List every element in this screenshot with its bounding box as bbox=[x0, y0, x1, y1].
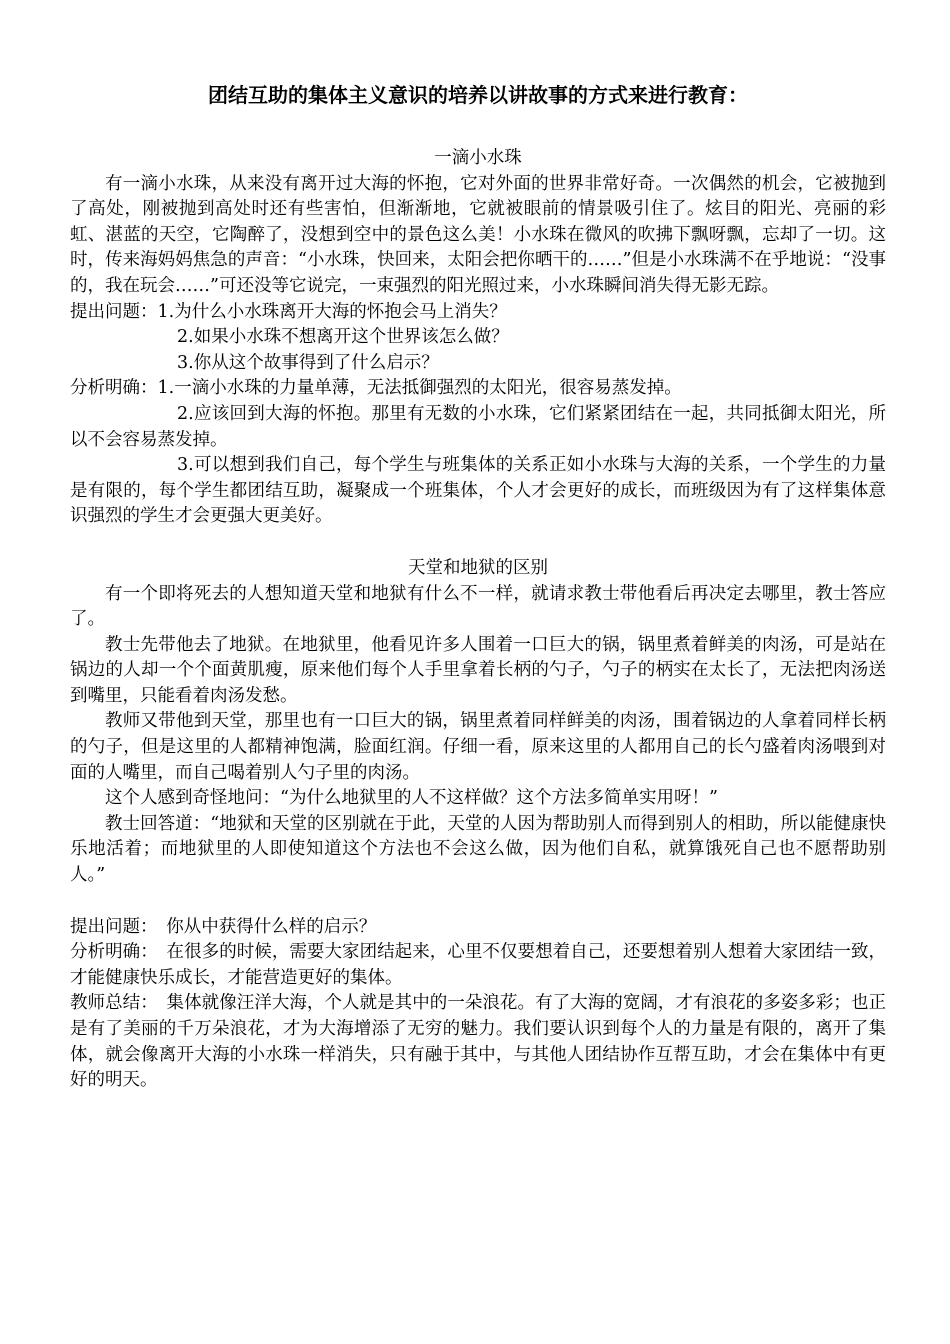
story-paragraph: 教士回答道：“地狱和天堂的区别就在于此，天堂的人因为帮助别人而得到别人的相助，所以能健康快乐地活着；而地狱里的人即使知道这个方法也不会这么做，因为他们自私，就算饿死自己也不愿帮助别人。” bbox=[70, 813, 886, 886]
answer-item: 2.应该回到大海的怀抱。那里有无数的小水珠，它们紧紧团结在一起，共同抵御太阳光，所以不会容易蒸发掉。 bbox=[70, 403, 886, 450]
question-item: 3.你从这个故事得到了什么启示？ bbox=[177, 352, 439, 373]
story-title: 一滴小水珠 bbox=[434, 148, 522, 168]
story-paragraph: 这个人感到奇怪地问：“为什么地狱里的人不这样做？这个方法多简单实用呀！” bbox=[105, 788, 718, 809]
question-line: 提出问题： 你从中获得什么样的启示？ bbox=[70, 916, 377, 937]
spacer bbox=[70, 889, 886, 915]
story-title: 天堂和地狱的区别 bbox=[408, 557, 548, 578]
answer-line-1 bbox=[70, 376, 886, 402]
story-paragraph: 有一个即将死去的人想知道天堂和地狱有什么不一样，就请求教士带他看后再决定去哪里，教士答应了。 bbox=[70, 583, 886, 630]
answers-label: 分析明确： bbox=[70, 378, 158, 399]
story-water-drop bbox=[70, 146, 886, 530]
story-paragraph: 教师又带他到天堂，那里也有一口巨大的锅，锅里煮着同样鲜美的肉汤，围着锅边的人拿着同样长柄的勺子，但是这里的人都精神饱满，脸面红润。仔细一看，原来这里的人都用自己的长勺盛着肉汤喂到对面的人嘴里，而自己喝着别人勺子里的肉汤。 bbox=[70, 711, 886, 783]
story-heaven-hell bbox=[70, 556, 886, 1094]
document-title: 团结互助的集体主义意识的培养以讲故事的方式来进行教育： bbox=[208, 83, 748, 107]
question-item: 1.为什么小水珠离开大海的怀抱会马上消失？ bbox=[157, 301, 507, 322]
analysis-paragraph: 分析明确： 在很多的时候，需要大家团结起来，心里不仅要想着自己，还要想着别人想着大家团结一致，才能健康快乐成长，才能营造更好的集体。 bbox=[70, 942, 886, 988]
teacher-summary-paragraph: 教师总结： 集体就像汪洋大海，个人就是其中的一朵浪花。有了大海的宽阔，才有浪花的多姿多彩；也正是有了美丽的千万朵浪花，才为大海增添了无穷的魅力。我们要认识到每个人的力量是有限的，离开了集体，就会像离开大海的小水珠一样消失，只有融于其中，与其他人团结协作互帮互助，才会在集体中有更好的明天。 bbox=[70, 993, 886, 1091]
answer-item: 3.可以想到我们自己，每个学生与班集体的关系正如小水珠与大海的关系，一个学生的力量是有限的，每个学生都团结互助，凝聚成一个班集体，个人才会更好的成长，而班级因为有了这样集体意识强烈的学生才会更强大更美好。 bbox=[70, 455, 886, 527]
questions-label: 提出问题： bbox=[70, 301, 158, 322]
question-line-1 bbox=[70, 300, 886, 326]
question-item: 2.如果小水珠不想离开这个世界该怎么做？ bbox=[177, 327, 509, 348]
story-paragraph: 有一滴小水珠，从来没有离开过大海的怀抱，它对外面的世界非常好奇。一次偶然的机会，它被抛到了高处，刚被抛到高处时还有些害怕，但渐渐地，它就被眼前的情景吸引住了。炫目的阳光、亮丽的彩虹、湛蓝的天空，它陶醉了，没想到空中的景色这么美！小水珠在微风的吹拂下飘呀飘，忘却了一切。这时，传来海妈妈焦急的声音：“小水珠，快回来，太阳会把你晒干的……”但是小水珠满不在乎地说：“没事的，我在玩会……”可还没等它说完，一束强烈的阳光照过来，小水珠瞬间消失得无影无踪。 bbox=[70, 173, 886, 296]
story-paragraph: 教士先带他去了地狱。在地狱里，他看见许多人围着一口巨大的锅，锅里煮着鲜美的肉汤，可是站在锅边的人却一个个面黄肌瘦，原来他们每个人手里拿着长柄的勺子，勺子的柄实在太长了，无法把肉汤送到嘴里，只能看着肉汤发愁。 bbox=[70, 634, 886, 706]
spacer bbox=[70, 530, 886, 556]
answer-item: 1.一滴小水珠的力量单薄，无法抵御强烈的太阳光，很容易蒸发掉。 bbox=[157, 378, 682, 399]
